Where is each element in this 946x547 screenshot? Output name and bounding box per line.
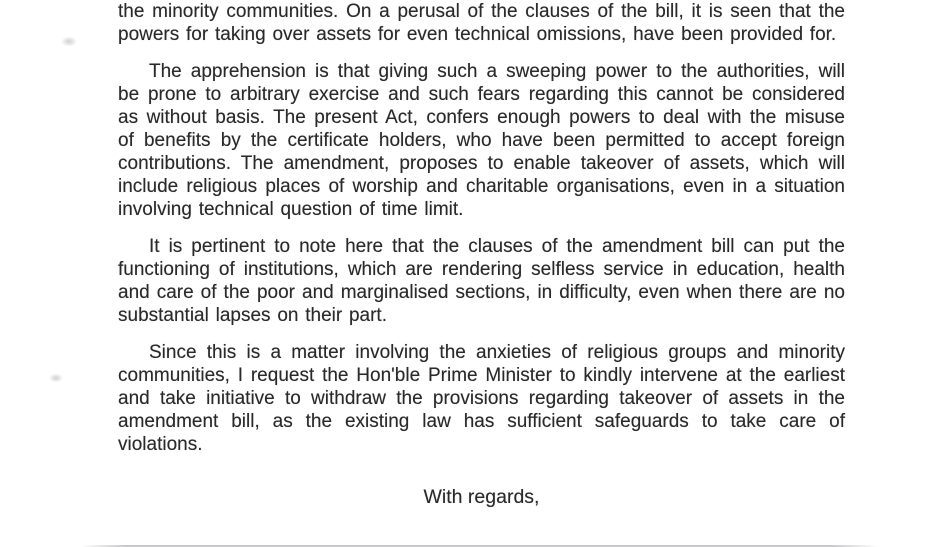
letter-body — [118, 0, 845, 509]
letter-paragraph-request: Since this is a matter involving the anxieties of religious groups and minority communities, I request the Hon'ble Prime Minister to kindly intervene at the earliest and take initiative to withdraw the provisions regarding takeover of assets in the amendment bill, as the existing law has sufficient safeguards to take care of violations. — [118, 342, 845, 455]
letter-paragraph-apprehension: The apprehension is that giving such a sweeping power to the authorities, will be prone to arbitrary exercise and such fears regarding this cannot be considered as without basis. The present Act, confers enough powers to deal with the misuse of benefits by the certificate holders, who have been permitted to accept foreign contributions. The amendment, proposes to enable takeover of assets, which will include religious places of worship and charitable organisations, even in a situation involving technical question of time limit. — [118, 61, 845, 220]
letter-paragraph-pertinent: It is pertinent to note here that the clauses of the amendment bill can put the functioning of institutions, which are rendering selfless service in education, health and care of the poor and marginalised sections, in difficulty, even when there are no substantial lapses on their part. — [118, 236, 845, 326]
closing-salutation: With regards, — [423, 486, 540, 508]
letter-paragraph-continuation: the minority communities. On a perusal of the clauses of the bill, it is seen that the powers for taking over assets for even technical omissions, have been provided for. — [118, 1, 845, 45]
scan-smudge-top — [62, 37, 76, 46]
scan-smudge-bottom — [50, 374, 62, 382]
